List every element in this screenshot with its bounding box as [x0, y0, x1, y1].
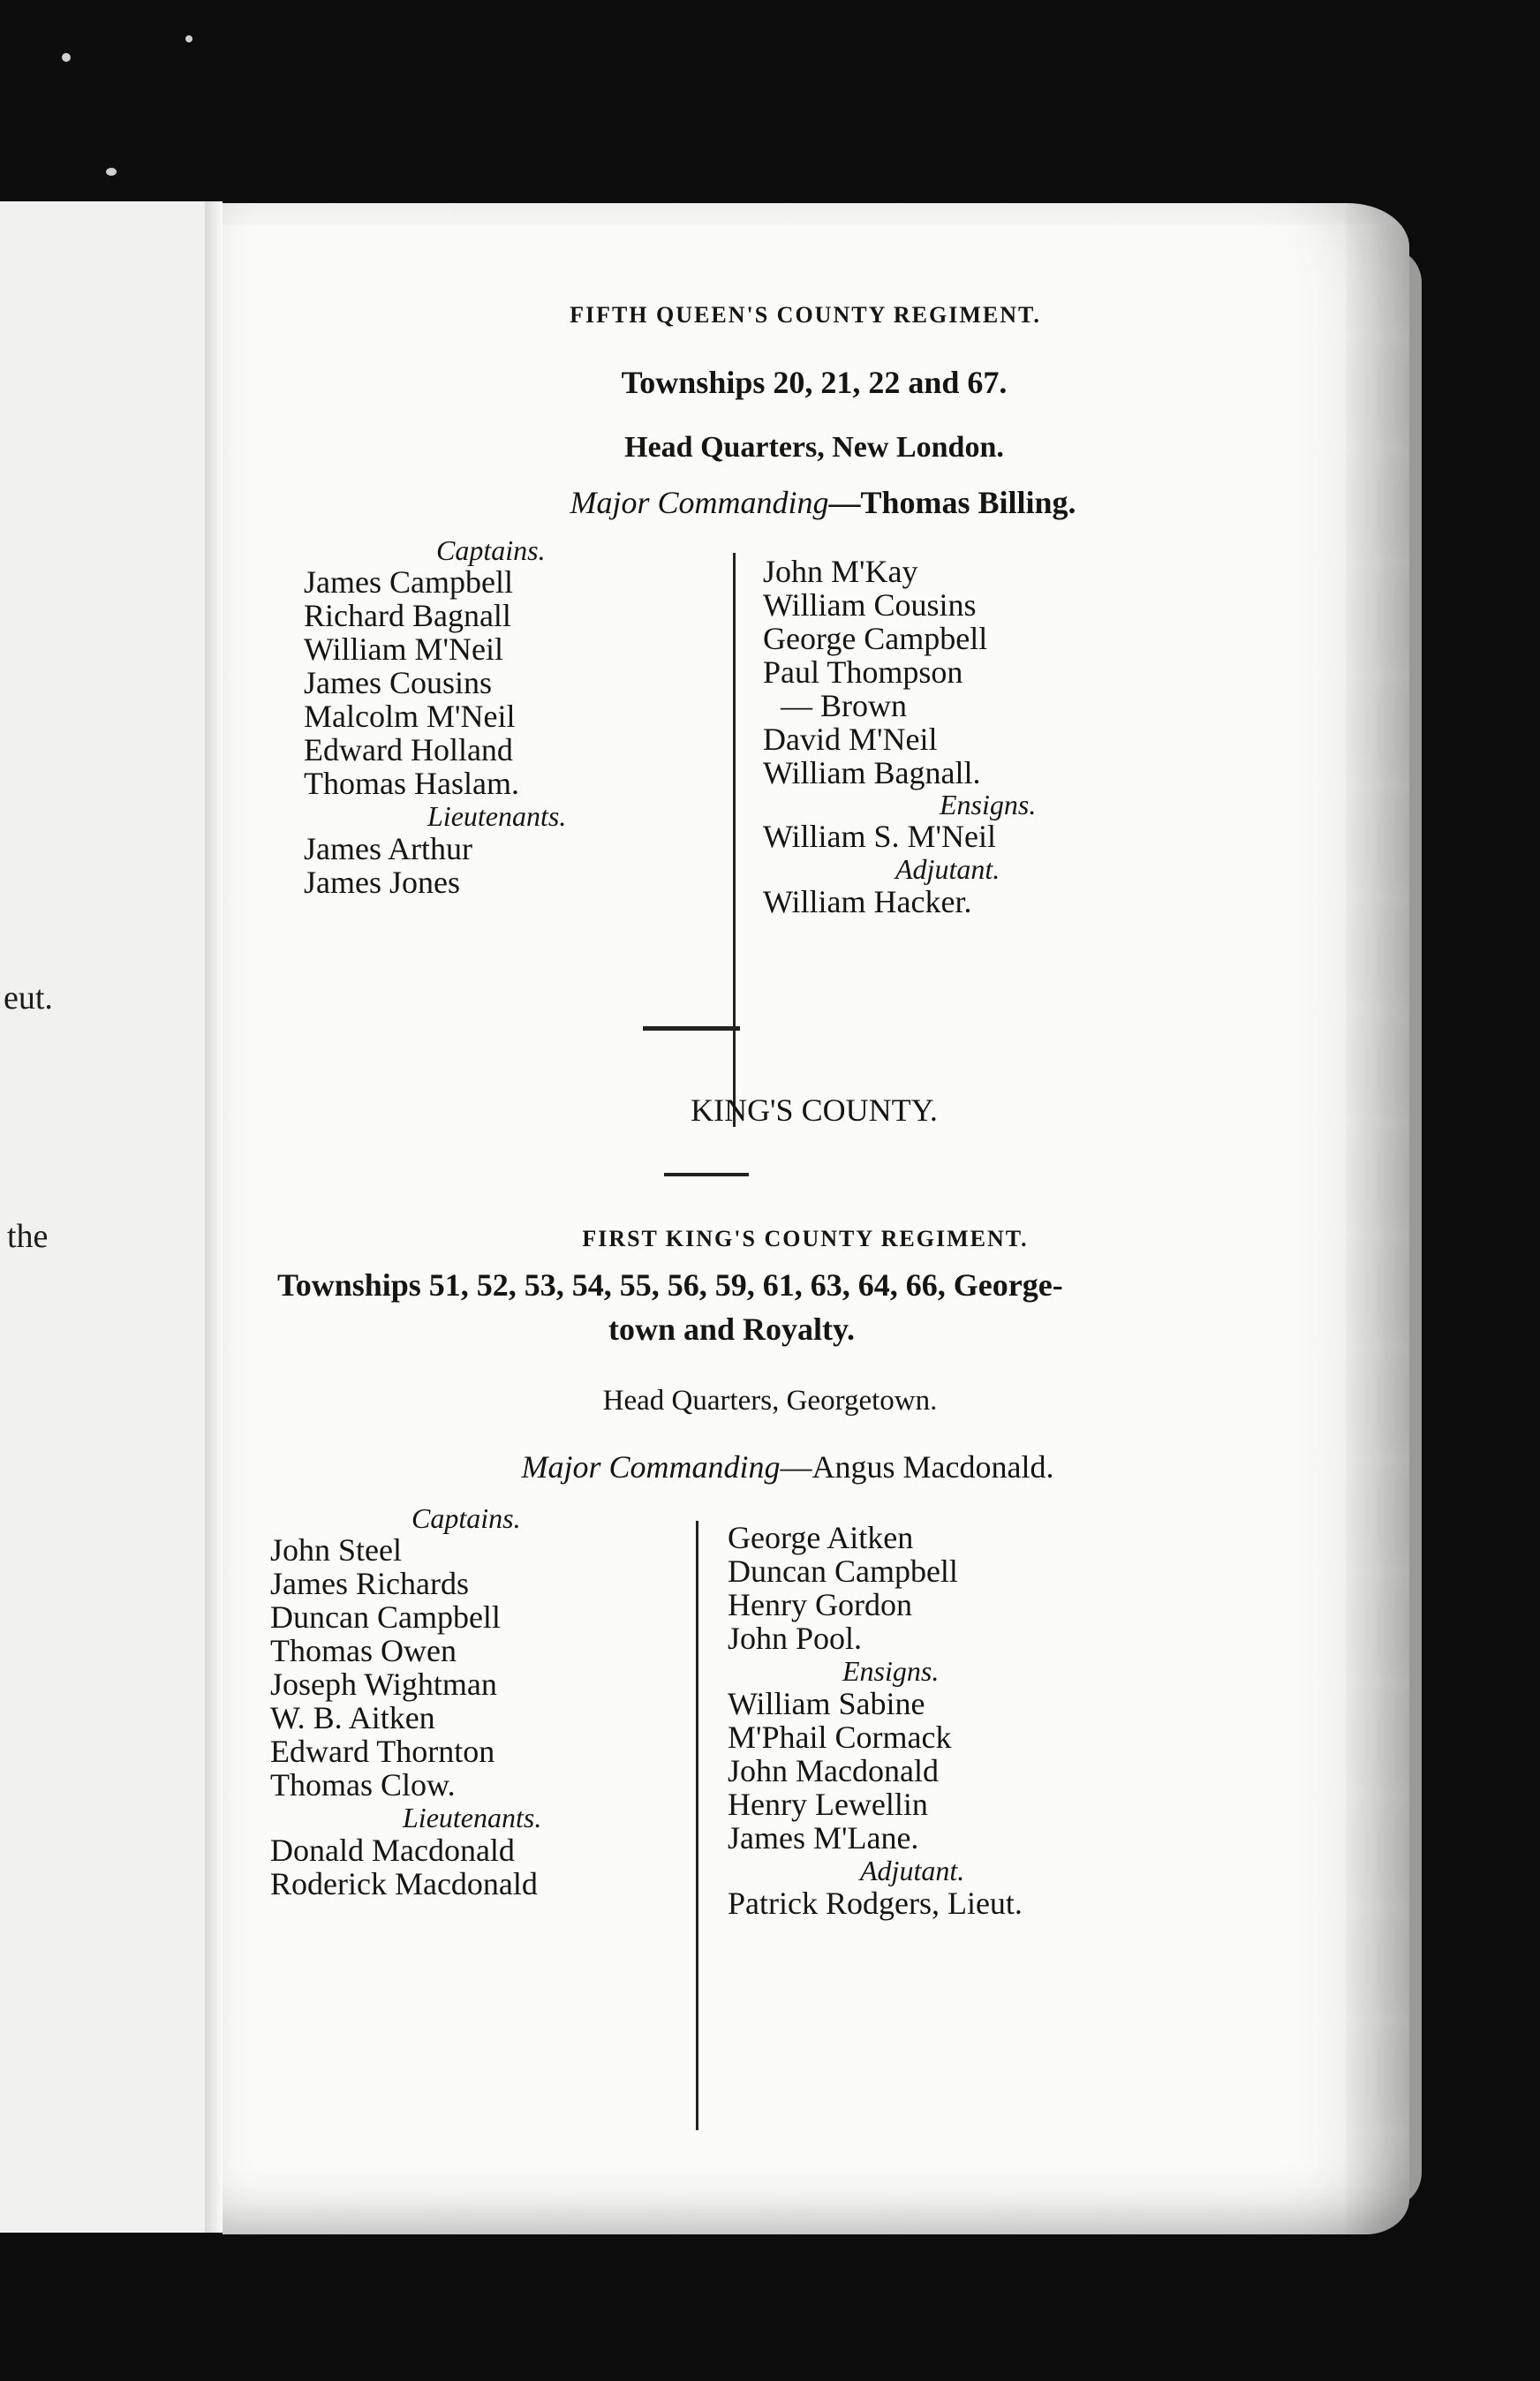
officer-name: Duncan Campbell — [728, 1553, 958, 1589]
officer-name: John Pool. — [728, 1621, 863, 1656]
officer-name: James Cousins — [304, 665, 493, 700]
previous-page-edge — [0, 201, 208, 2233]
adjutant-heading: Adjutant. — [895, 853, 1000, 885]
lieutenants-heading: Lieutenants. — [403, 1802, 542, 1833]
officer-name: Duncan Campbell — [270, 1599, 501, 1635]
officer-name: David M'Neil — [763, 722, 938, 757]
column-divider — [733, 553, 736, 1127]
officer-name: M'Phail Cormack — [728, 1720, 952, 1755]
officer-name: James Jones — [304, 865, 460, 900]
dust-speck — [106, 168, 117, 176]
book-page — [223, 203, 1409, 2234]
kings-county-title: KING'S COUNTY. — [691, 1092, 938, 1128]
officer-name: John M'Kay — [763, 554, 918, 589]
officer-name: Thomas Clow. — [270, 1767, 456, 1803]
officer-name: Henry Gordon — [728, 1587, 912, 1622]
officer-name: Edward Holland — [304, 732, 513, 767]
officer-name: Donald Macdonald — [270, 1833, 515, 1868]
ensigns-heading: Ensigns. — [842, 1655, 940, 1687]
first-kings-right-column — [728, 1521, 1275, 1920]
officer-name: William M'Neil — [304, 631, 504, 667]
fifth-queens-headquarters: Head Quarters, New London. — [624, 431, 1004, 464]
section-rule — [643, 1026, 740, 1031]
column-divider — [696, 1521, 698, 2130]
dust-speck — [62, 53, 71, 62]
officer-name: William Sabine — [728, 1686, 925, 1721]
fifth-queens-left-column — [304, 535, 675, 899]
officer-name: George Aitken — [728, 1520, 914, 1555]
officer-name: George Campbell — [763, 621, 988, 656]
first-kings-major-line — [364, 1448, 1212, 1485]
officer-name: Henry Lewellin — [728, 1787, 928, 1822]
officer-name: William Bagnall. — [763, 755, 981, 790]
captains-heading: Captains. — [411, 1502, 521, 1534]
officer-name: Edward Thornton — [270, 1734, 495, 1769]
fifth-queens-major-line — [399, 484, 1247, 521]
officer-name: Thomas Owen — [270, 1633, 457, 1668]
officer-name: James Arthur — [304, 831, 472, 866]
fifth-queens-right-column — [763, 555, 1257, 918]
left-page-fragment: the — [7, 1218, 49, 1255]
officer-name: Paul Thompson — [763, 654, 963, 690]
officer-name: — Brown — [781, 688, 907, 723]
first-kings-left-column — [270, 1503, 694, 1901]
first-kings-headquarters: Head Quarters, Georgetown. — [602, 1385, 938, 1417]
officer-name: John Macdonald — [728, 1753, 939, 1788]
officer-name: William Cousins — [763, 587, 977, 623]
officer-name: Roderick Macdonald — [270, 1866, 538, 1901]
officer-name: Joseph Wightman — [270, 1667, 497, 1702]
major-commanding-name: —Angus Macdonald. — [780, 1449, 1054, 1485]
fifth-queens-regiment-title: FIFTH QUEEN'S COUNTY REGIMENT. — [570, 302, 1041, 328]
officer-name: Thomas Haslam. — [304, 766, 519, 801]
officer-name: Patrick Rodgers, Lieut. — [728, 1886, 1023, 1921]
officer-name: William Hacker. — [763, 884, 972, 919]
first-kings-regiment-title: FIRST KING'S COUNTY REGIMENT. — [582, 1226, 1029, 1251]
section-rule — [664, 1173, 749, 1176]
captains-heading: Captains. — [436, 534, 546, 566]
officer-name: John Steel — [270, 1532, 402, 1568]
lieutenants-heading: Lieutenants. — [427, 800, 567, 832]
officer-name: James Campbell — [304, 564, 513, 600]
major-commanding-label: Major Commanding — [570, 485, 829, 520]
officer-name: William S. M'Neil — [763, 819, 997, 854]
ensigns-heading: Ensigns. — [940, 789, 1037, 820]
major-commanding-label: Major Commanding — [521, 1449, 781, 1485]
officer-name: Malcolm M'Neil — [304, 699, 516, 734]
townships-line: town and Royalty. — [608, 1311, 856, 1347]
left-page-fragment: eut. — [4, 979, 53, 1017]
major-commanding-name: —Thomas Billing. — [828, 485, 1076, 520]
fifth-queens-townships: Townships 20, 21, 22 and 67. — [621, 365, 1008, 400]
officer-name: W. B. Aitken — [270, 1700, 435, 1735]
dust-speck — [185, 35, 192, 42]
page-gutter — [205, 201, 223, 2233]
first-kings-townships — [277, 1263, 1381, 1351]
officer-name: James Richards — [270, 1566, 469, 1601]
officer-name: James M'Lane. — [728, 1820, 919, 1856]
adjutant-heading: Adjutant. — [860, 1855, 965, 1886]
townships-line: Townships 51, 52, 53, 54, 55, 56, 59, 61, 63, 64, 66, George- — [277, 1267, 1063, 1303]
officer-name: Richard Bagnall — [304, 598, 511, 633]
